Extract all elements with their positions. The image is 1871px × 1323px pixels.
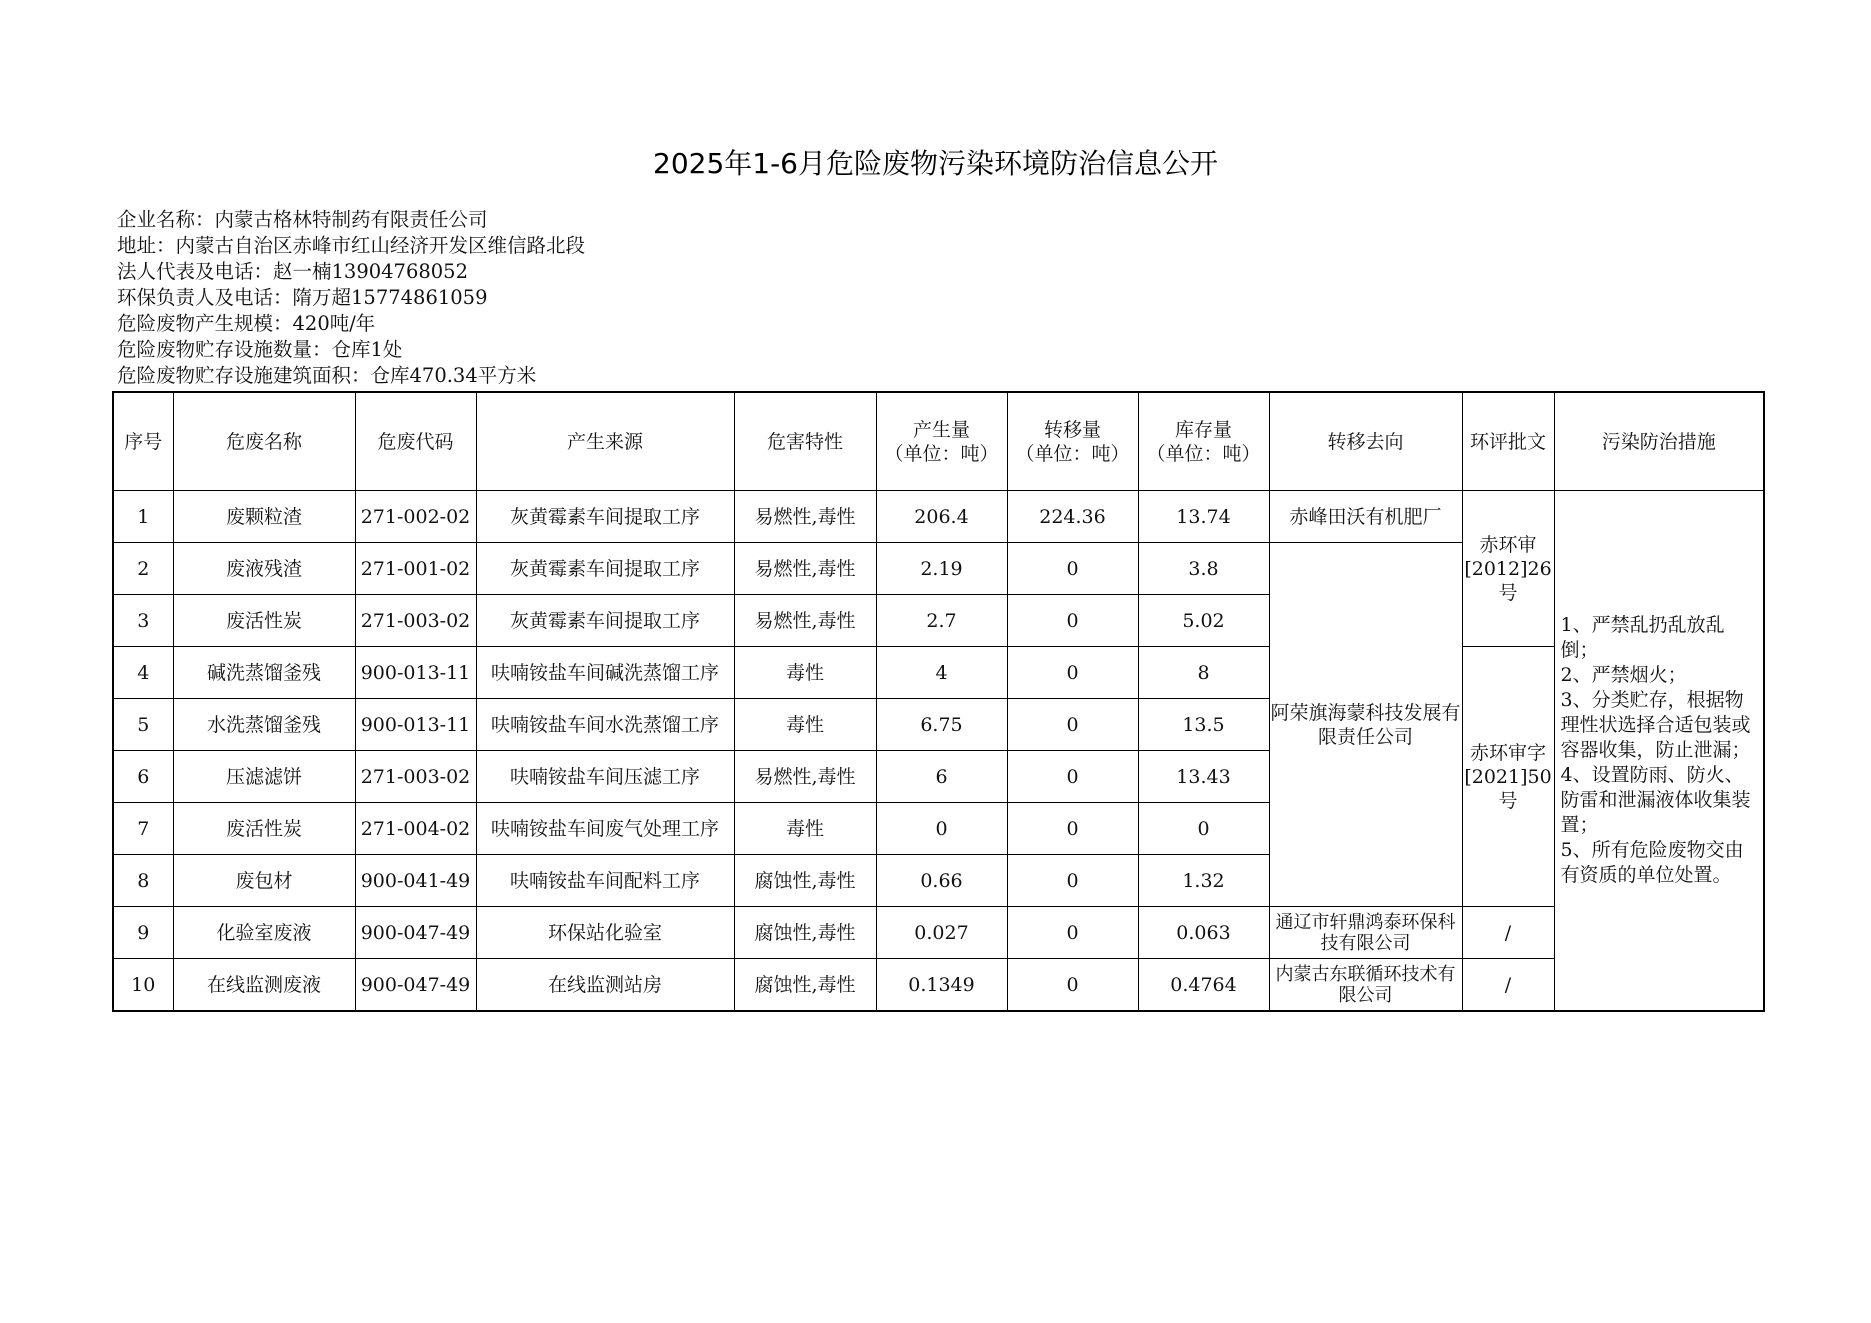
cell-measures <box>1554 491 1764 1012</box>
cell-seq: 6 <box>113 751 173 803</box>
cell-seq: 8 <box>113 855 173 907</box>
cell-hazard: 腐蚀性,毒性 <box>734 959 876 1012</box>
cell-transferred: 0 <box>1007 699 1138 751</box>
company-address: 地址：内蒙古自治区赤峰市红山经济开发区维信路北段 <box>117 234 586 257</box>
cell-transferred: 0 <box>1007 595 1138 647</box>
cell-approval: / <box>1462 959 1554 1012</box>
cell-name: 水洗蒸馏釜残 <box>173 699 355 751</box>
header-destination: 转移去向 <box>1269 392 1462 491</box>
cell-produced: 4 <box>876 647 1007 699</box>
cell-hazard: 腐蚀性,毒性 <box>734 855 876 907</box>
header-code: 危废代码 <box>355 392 476 491</box>
cell-transferred: 0 <box>1007 543 1138 595</box>
cell-source: 呋喃铵盐车间压滤工序 <box>476 751 734 803</box>
cell-produced: 0 <box>876 803 1007 855</box>
cell-hazard: 易燃性,毒性 <box>734 543 876 595</box>
header-transferred <box>1007 392 1138 491</box>
header-source: 产生来源 <box>476 392 734 491</box>
cell-stock: 0 <box>1138 803 1269 855</box>
cell-stock: 13.5 <box>1138 699 1269 751</box>
company-name: 企业名称：内蒙古格林特制药有限责任公司 <box>117 208 488 231</box>
cell-stock: 8 <box>1138 647 1269 699</box>
header-stock-unit: （单位：吨） <box>1146 442 1261 465</box>
cell-code: 900-013-11 <box>355 647 476 699</box>
environmental-contact: 环保负责人及电话：隋万超15774861059 <box>117 286 488 309</box>
cell-transferred: 0 <box>1007 959 1138 1012</box>
cell-produced: 2.7 <box>876 595 1007 647</box>
cell-name: 废液残渣 <box>173 543 355 595</box>
cell-destination: 阿荣旗海蒙科技发展有限责任公司 <box>1269 543 1462 907</box>
header-stock <box>1138 392 1269 491</box>
cell-seq: 2 <box>113 543 173 595</box>
cell-seq: 10 <box>113 959 173 1012</box>
header-approval: 环评批文 <box>1462 392 1554 491</box>
cell-stock: 13.74 <box>1138 491 1269 543</box>
cell-seq: 7 <box>113 803 173 855</box>
cell-source: 环保站化验室 <box>476 907 734 959</box>
table-row <box>113 959 1764 1012</box>
waste-table <box>112 391 1765 1012</box>
measure-item: 5、所有危险废物交由有资质的单位处置。 <box>1560 839 1744 886</box>
cell-transferred: 0 <box>1007 855 1138 907</box>
cell-produced: 2.19 <box>876 543 1007 595</box>
cell-seq: 3 <box>113 595 173 647</box>
cell-name: 化验室废液 <box>173 907 355 959</box>
cell-approval: 赤环审[2012]26号 <box>1462 491 1554 647</box>
cell-hazard: 易燃性,毒性 <box>734 491 876 543</box>
cell-produced: 206.4 <box>876 491 1007 543</box>
header-transferred-unit: （单位：吨） <box>1015 442 1130 465</box>
cell-name: 废包材 <box>173 855 355 907</box>
cell-source: 呋喃铵盐车间水洗蒸馏工序 <box>476 699 734 751</box>
cell-name: 碱洗蒸馏釜残 <box>173 647 355 699</box>
cell-hazard: 毒性 <box>734 699 876 751</box>
cell-name: 废活性炭 <box>173 803 355 855</box>
header-stock-label: 库存量 <box>1174 418 1232 441</box>
table-row <box>113 491 1764 543</box>
storage-count: 危险废物贮存设施数量：仓库1处 <box>117 338 403 361</box>
header-produced-unit: （单位：吨） <box>884 442 999 465</box>
header-transferred-label: 转移量 <box>1043 418 1101 441</box>
measure-item: 2、严禁烟火； <box>1560 664 1687 686</box>
cell-hazard: 易燃性,毒性 <box>734 595 876 647</box>
cell-code: 271-004-02 <box>355 803 476 855</box>
cell-seq: 5 <box>113 699 173 751</box>
cell-source: 灰黄霉素车间提取工序 <box>476 543 734 595</box>
cell-code: 900-047-49 <box>355 907 476 959</box>
cell-name: 废颗粒渣 <box>173 491 355 543</box>
header-measures: 污染防治措施 <box>1554 392 1764 491</box>
cell-stock: 0.063 <box>1138 907 1269 959</box>
cell-produced: 0.66 <box>876 855 1007 907</box>
cell-destination: 内蒙古东联循环技术有限公司 <box>1269 959 1462 1012</box>
cell-transferred: 0 <box>1007 803 1138 855</box>
cell-destination: 通辽市轩鼎鸿泰环保科技有限公司 <box>1269 907 1462 959</box>
waste-scale: 危险废物产生规模：420吨/年 <box>117 312 376 335</box>
storage-area: 危险废物贮存设施建筑面积：仓库470.34平方米 <box>117 364 537 387</box>
cell-code: 271-002-02 <box>355 491 476 543</box>
table-row <box>113 907 1764 959</box>
cell-transferred: 0 <box>1007 907 1138 959</box>
cell-code: 271-001-02 <box>355 543 476 595</box>
cell-source: 呋喃铵盐车间配料工序 <box>476 855 734 907</box>
cell-stock: 3.8 <box>1138 543 1269 595</box>
measure-item: 1、严禁乱扔乱放乱倒； <box>1560 614 1725 661</box>
cell-stock: 1.32 <box>1138 855 1269 907</box>
cell-seq: 4 <box>113 647 173 699</box>
cell-stock: 0.4764 <box>1138 959 1269 1012</box>
cell-code: 900-041-49 <box>355 855 476 907</box>
cell-code: 271-003-02 <box>355 751 476 803</box>
cell-source: 灰黄霉素车间提取工序 <box>476 491 734 543</box>
cell-stock: 13.43 <box>1138 751 1269 803</box>
header-produced <box>876 392 1007 491</box>
cell-seq: 9 <box>113 907 173 959</box>
cell-source: 呋喃铵盐车间废气处理工序 <box>476 803 734 855</box>
cell-source: 灰黄霉素车间提取工序 <box>476 595 734 647</box>
cell-produced: 0.027 <box>876 907 1007 959</box>
page-title: 2025年1-6月危险废物污染环境防治信息公开 <box>653 147 1218 180</box>
cell-hazard: 毒性 <box>734 803 876 855</box>
cell-stock: 5.02 <box>1138 595 1269 647</box>
cell-seq: 1 <box>113 491 173 543</box>
cell-source: 在线监测站房 <box>476 959 734 1012</box>
cell-destination: 赤峰田沃有机肥厂 <box>1269 491 1462 543</box>
measure-item: 4、设置防雨、防火、防雷和泄漏液体收集装置； <box>1560 764 1751 836</box>
company-info <box>117 207 585 389</box>
cell-produced: 6 <box>876 751 1007 803</box>
cell-name: 压滤滤饼 <box>173 751 355 803</box>
header-hazard: 危害特性 <box>734 392 876 491</box>
cell-hazard: 腐蚀性,毒性 <box>734 907 876 959</box>
cell-transferred: 0 <box>1007 647 1138 699</box>
header-name: 危废名称 <box>173 392 355 491</box>
table-header-row <box>113 392 1764 491</box>
cell-name: 在线监测废液 <box>173 959 355 1012</box>
cell-code: 271-003-02 <box>355 595 476 647</box>
cell-code: 900-013-11 <box>355 699 476 751</box>
cell-produced: 6.75 <box>876 699 1007 751</box>
cell-source: 呋喃铵盐车间碱洗蒸馏工序 <box>476 647 734 699</box>
cell-approval: 赤环审字[2021]50号 <box>1462 647 1554 907</box>
cell-hazard: 毒性 <box>734 647 876 699</box>
cell-code: 900-047-49 <box>355 959 476 1012</box>
cell-approval: / <box>1462 907 1554 959</box>
cell-name: 废活性炭 <box>173 595 355 647</box>
measure-item: 3、分类贮存，根据物理性状选择合适包装或容器收集，防止泄漏； <box>1560 689 1751 761</box>
legal-representative: 法人代表及电话：赵一楠13904768052 <box>117 260 468 283</box>
cell-transferred: 0 <box>1007 751 1138 803</box>
header-seq: 序号 <box>113 392 173 491</box>
table-row <box>113 647 1764 699</box>
header-produced-label: 产生量 <box>912 418 970 441</box>
cell-hazard: 易燃性,毒性 <box>734 751 876 803</box>
cell-produced: 0.1349 <box>876 959 1007 1012</box>
cell-transferred: 224.36 <box>1007 491 1138 543</box>
